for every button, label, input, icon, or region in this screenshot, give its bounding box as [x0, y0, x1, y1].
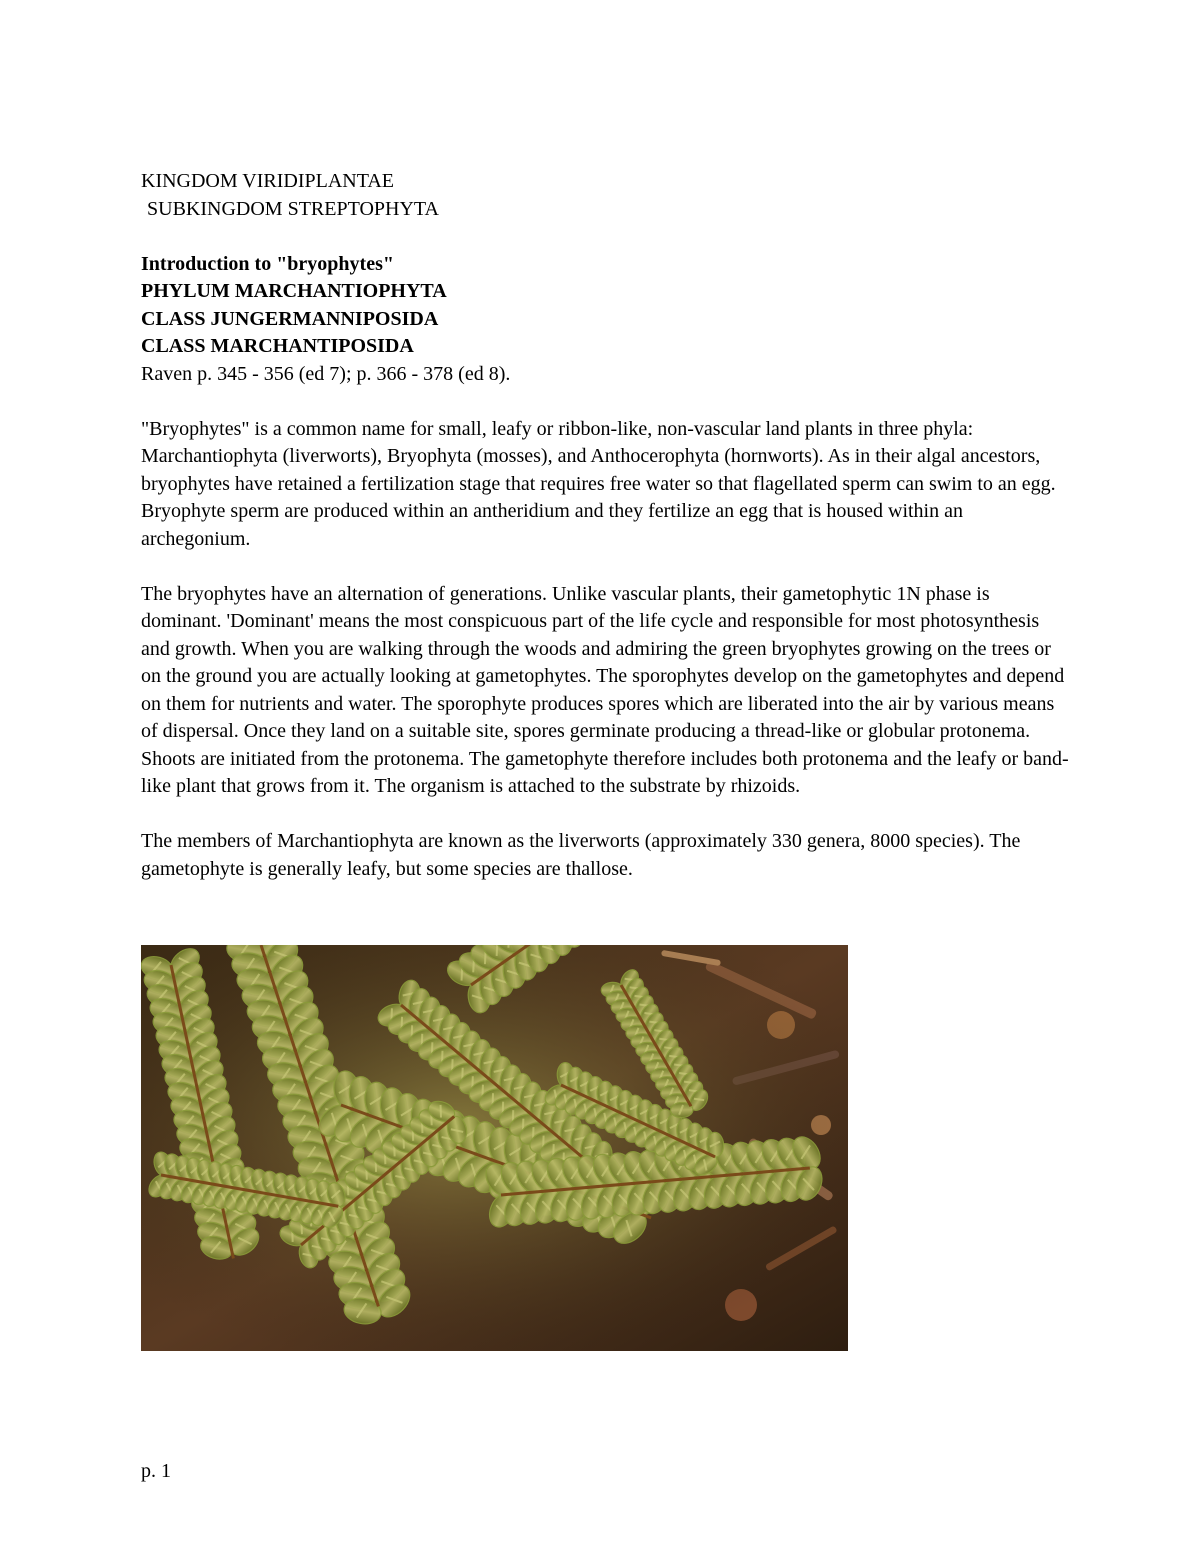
- phylum-heading: PHYLUM MARCHANTIOPHYTA: [141, 280, 447, 302]
- textbook-reference: Raven p. 345 - 356 (ed 7); p. 366 - 378 (ed 8).: [141, 362, 511, 385]
- page-number: p. 1: [141, 1460, 171, 1482]
- subkingdom-heading: SUBKINGDOM STREPTOPHYTA: [147, 197, 439, 220]
- class-heading-2: CLASS MARCHANTIPOSIDA: [141, 335, 414, 357]
- paragraph-alternation-of-generations: The bryophytes have an alternation of generations. Unlike vascular plants, their gametophytic 1N phase is dominant. 'Dominant' means the most conspicuous part of the life cycle and responsible for most photosynthesis and growth. When you are walking through the woods and admiring the green bryophytes growing on the trees or on the ground you are actually looking at gametophytes. The sporophytes develop on the gametophytes and depend on them for nutrients and water. The sporophyte produces spores which are liberated into the air by various means of dispersal. Once they land on a suitable site, spores germinate producing a thread-like or globular protonema. Shoots are initiated from the protonema. The gametophyte therefore includes both protonema and the leafy or band-like plant that grows from it. The organism is attached to the substrate by rhizoids.: [141, 582, 1069, 797]
- class-heading-1: CLASS JUNGERMANNIPOSIDA: [141, 307, 439, 330]
- paragraph-bryophytes-definition: "Bryophytes" is a common name for small, leafy or ribbon-like, non-vascular land plants in three phyla: Marchantiophyta (liverworts), Bryophyta (mosses), and Anthocerophyta (hornworts). As in their algal ancestors, bryophytes have retained a fertilization stage that requires free water so that flagellated sperm can swim to an egg. Bryophyte sperm are produced within an antheridium and they fertilize an egg that is housed within an archegonium.: [141, 417, 1056, 550]
- kingdom-heading: KINGDOM VIRIDIPLANTAE: [141, 170, 395, 192]
- spacer: [141, 388, 1071, 416]
- liverwort-photo: [141, 945, 848, 1351]
- spacer: [141, 553, 1071, 581]
- document-body: [141, 168, 1071, 883]
- spacer: [141, 223, 1071, 251]
- spacer: [141, 801, 1071, 829]
- liverwort-illustration: [141, 945, 848, 1351]
- intro-heading: Introduction to "bryophytes": [141, 252, 394, 275]
- paragraph-liverworts: The members of Marchantiophyta are known as the liverworts (approximately 330 genera, 8000 species). The gametophyte is generally leafy, but some species are thallose.: [141, 830, 1021, 880]
